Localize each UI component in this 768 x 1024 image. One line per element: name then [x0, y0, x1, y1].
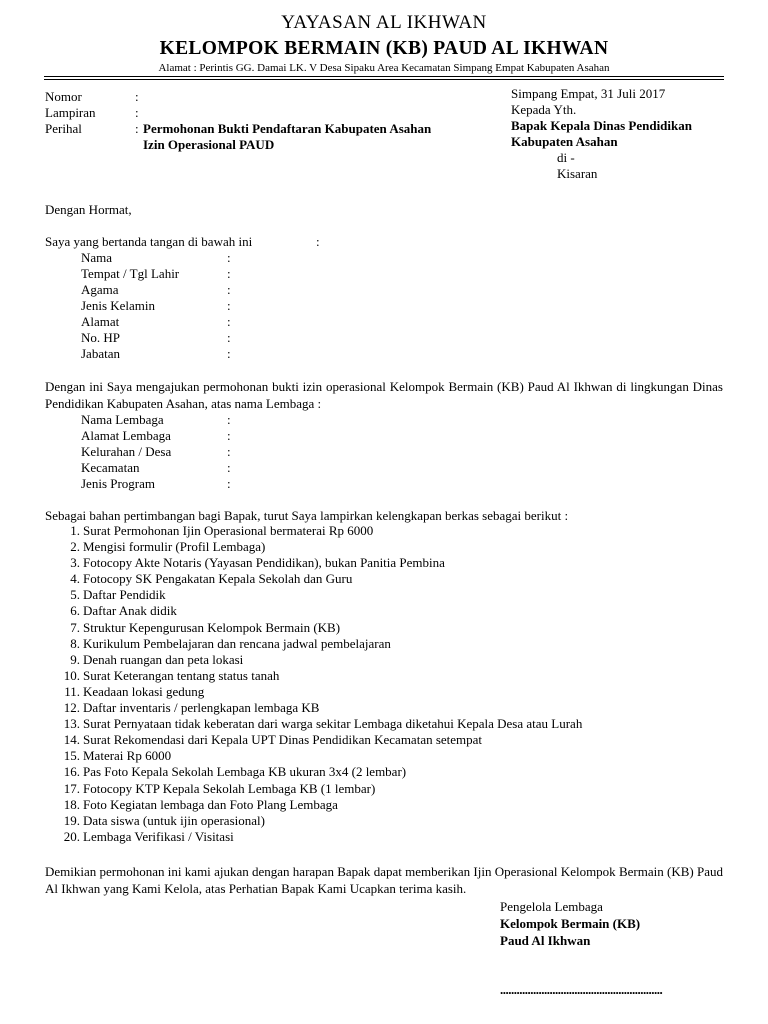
place-date: Simpang Empat, 31 Juli 2017	[511, 86, 666, 101]
institution-colon: :	[227, 444, 231, 459]
institution-field-program: Jenis Program	[81, 476, 156, 491]
attachments-list	[45, 523, 582, 845]
institution-field-address: Alamat Lembaga	[81, 428, 171, 443]
signer-field-agama: Agama	[81, 282, 119, 297]
signer-field-nama: Nama	[81, 250, 113, 265]
recipient-to: Kepada Yth.	[511, 102, 577, 117]
institution-field-village: Kelurahan / Desa	[81, 444, 172, 459]
list-item: 5. Daftar Pendidik	[70, 587, 166, 603]
perihal-colon: :	[135, 121, 139, 136]
school-title: KELOMPOK BERMAIN (KB) PAUD AL IKHWAN	[159, 38, 609, 59]
request-paragraph: Dengan ini Saya mengajukan permohonan bukti izin operasional Kelompok Bermain (KB) Paud Al Ikhwan di lingkungan Dinas Pendidikan Kabupaten Asahan, atas nama Lembaga :	[45, 379, 723, 411]
list-item: 2. Mengisi formulir (Profil Lembaga)	[70, 539, 266, 555]
perihal-line2: Izin Operasional PAUD	[143, 137, 275, 152]
list-item: 14. Surat Rekomendasi dari Kepala UPT Dinas Pendidikan Kecamatan setempat	[63, 732, 483, 748]
recipient-di: di -	[557, 150, 575, 165]
signature-org-line2: Paud Al Ikhwan	[500, 933, 591, 948]
list-item: 10. Surat Keterangan tentang status tanah	[63, 667, 280, 683]
nomor-label: Nomor	[45, 89, 82, 104]
signer-field-ttl: Tempat / Tgl Lahir	[81, 266, 180, 281]
perihal-line1: Permohonan Bukti Pendaftaran Kabupaten Asahan	[143, 121, 432, 136]
signature-role: Pengelola Lembaga	[500, 899, 603, 914]
closing-paragraph: Demikian permohonan ini kami ajukan dengan harapan Bapak dapat memberikan Ijin Operasional Kelompok Bermain (KB) Paud Al Ikhwan yang Kami Kelola, atas Perhatian Bapak Kami Ucapkan terima kasih.	[45, 864, 723, 896]
signature-dotted-line: ...........................................................	[500, 982, 663, 997]
recipient-name-line2: Kabupaten Asahan	[511, 134, 618, 149]
signer-field-alamat: Alamat	[81, 314, 120, 329]
signature-org-line1: Kelompok Bermain (KB)	[500, 916, 641, 931]
address-line: Alamat : Perintis GG. Damai LK. V Desa Sipaku Area Kecamatan Simpang Empat Kabupaten Asahan	[158, 62, 610, 74]
list-item: 9. Denah ruangan dan peta lokasi	[70, 651, 244, 667]
greeting: Dengan Hormat,	[45, 202, 132, 217]
institution-field-name: Nama Lembaga	[81, 412, 164, 427]
list-item: 19. Data siswa (untuk ijin operasional)	[63, 812, 265, 828]
list-item: 12. Daftar inventaris / perlengkapan lembaga KB	[63, 700, 320, 716]
signer-field-hp: No. HP	[81, 330, 121, 345]
institution-field-district: Kecamatan	[81, 460, 140, 475]
list-item: 3. Fotocopy Akte Notaris (Yayasan Pendidikan), bukan Panitia Pembina	[70, 555, 445, 571]
lampiran-label: Lampiran	[45, 105, 96, 120]
signer-colon: :	[227, 346, 231, 361]
lampiran-colon: :	[135, 105, 139, 120]
recipient-city: Kisaran	[557, 166, 598, 181]
list-item: 16. Pas Foto Kepala Sekolah Lembaga KB ukuran 3x4 (2 lembar)	[63, 764, 407, 780]
list-item: 15. Materai Rp 6000	[63, 748, 172, 764]
signer-field-jenis-kelamin: Jenis Kelamin	[81, 298, 156, 313]
list-item: 7. Struktur Kepengurusan Kelompok Bermain (KB)	[70, 619, 341, 635]
list-item: 13. Surat Pernyataan tidak keberatan dari warga sekitar Lembaga diketahui Kepala Desa atau Lurah	[63, 716, 583, 732]
list-item: 6. Daftar Anak didik	[70, 603, 177, 619]
signer-field-jabatan: Jabatan	[81, 346, 120, 361]
signer-intro: Saya yang bertanda tangan di bawah ini	[45, 234, 253, 249]
signer-colon: :	[227, 266, 231, 281]
header-divider-top	[44, 76, 724, 77]
signer-colon: :	[227, 250, 231, 265]
header-divider-bottom	[44, 79, 724, 80]
list-item: 1. Surat Permohonan Ijin Operasional bermaterai Rp 6000	[70, 523, 374, 538]
foundation-title: YAYASAN AL IKHWAN	[281, 12, 487, 33]
list-item: 20. Lembaga Verifikasi / Visitasi	[63, 828, 234, 844]
recipient-name-line1: Bapak Kepala Dinas Pendidikan	[511, 118, 692, 133]
signer-colon: :	[227, 298, 231, 313]
list-item: 17. Fotocopy KTP Kepala Sekolah Lembaga KB (1 lembar)	[63, 780, 376, 796]
list-item: 8. Kurikulum Pembelajaran dan rencana jadwal pembelajaran	[70, 635, 391, 651]
list-item: 4. Fotocopy SK Pengakatan Kepala Sekolah dan Guru	[70, 571, 353, 587]
institution-colon: :	[227, 412, 231, 427]
list-item: 18. Foto Kegiatan lembaga dan Foto Plang Lembaga	[63, 796, 338, 812]
attachments-intro: Sebagai bahan pertimbangan bagi Bapak, turut Saya lampirkan kelengkapan berkas sebagai berikut :	[45, 508, 569, 523]
signer-colon: :	[227, 314, 231, 329]
signer-intro-colon: :	[316, 234, 320, 249]
signer-colon: :	[227, 330, 231, 345]
nomor-colon: :	[135, 89, 139, 104]
institution-colon: :	[227, 460, 231, 475]
signer-colon: :	[227, 282, 231, 297]
institution-colon: :	[227, 428, 231, 443]
perihal-label: Perihal	[45, 121, 82, 136]
institution-colon: :	[227, 476, 231, 491]
list-item: 11. Keadaan lokasi gedung	[64, 683, 205, 699]
